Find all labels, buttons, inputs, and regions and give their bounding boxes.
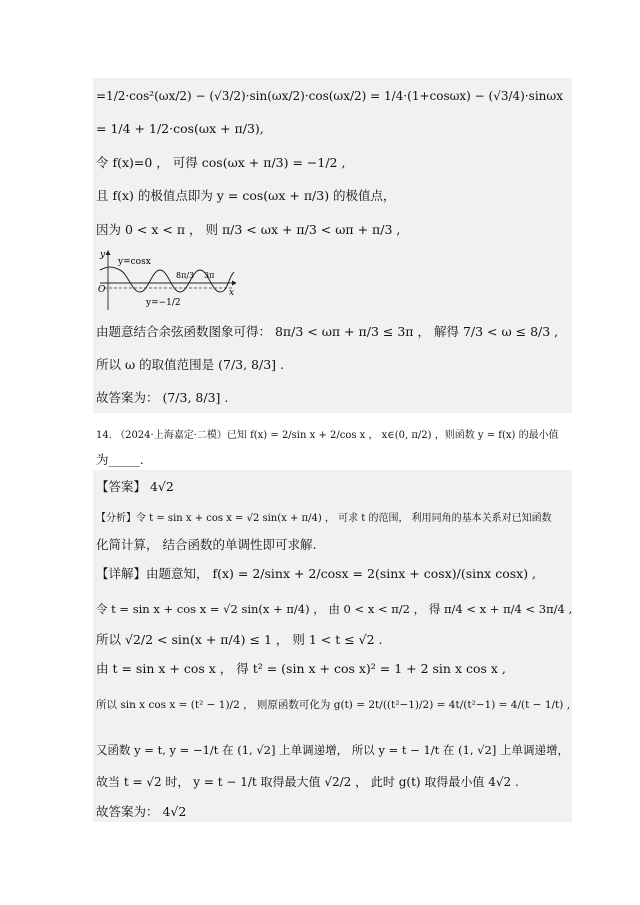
detail-line-4: 由 t = sin x + cos x ， 得 t² = (sin x + cos x)² = 1 + 2 sin x cos x , <box>96 661 506 676</box>
tick-label-3pi: 3π <box>204 271 215 280</box>
detail-line-7: 故当 t = √2 时， y = t − 1/t 取得最大值 √2/2 ， 此时 g(t) 取得最小值 4√2 . <box>96 775 519 789</box>
analysis-line-1: 【分析】令 t = sin x + cos x = √2 sin(x + π/4) ， 可求 t 的范围， 利用同角的基本关系对已知函数 <box>96 513 552 524</box>
detail-line-3: 所以 √2/2 < sin(x + π/4) ≤ 1 ， 则 1 < t ≤ √2 . <box>96 632 383 647</box>
x-axis-label: x <box>229 288 235 298</box>
solution-line-4: 且 f(x) 的极值点即为 y = cos(ωx + π/3) 的极值点， <box>96 188 396 203</box>
tick-label-8pi3: 8π/3 <box>176 271 195 280</box>
analysis-line-2: 化简计算， 结合函数的单调性即可求解. <box>96 537 317 552</box>
origin-label: O <box>98 285 106 295</box>
answer-line: 【答案】 4√2 <box>96 479 174 494</box>
final-answer-line: 故答案为： 4√2 <box>96 804 187 819</box>
detail-line-5: 所以 sin x cos x = (t² − 1)/2 ， 则原函数可化为 g(t) = 2t/((t²−1)/2) = 4t/(t²−1) = 4/(t − 1/t) , <box>96 699 571 711</box>
x-axis-arrow-icon <box>232 281 236 286</box>
y-axis-arrow-icon <box>106 250 111 255</box>
detail-line-1: 【详解】由题意知， f(x) = 2/sinx + 2/cosx = 2(sinx + cosx)/(sinx cosx) , <box>96 566 537 581</box>
question-14-line-1: 14. （2024·上海嘉定·二模）已知 f(x) = 2/sin x + 2/cos x ， x∈(0, π/2) ，则函数 y = f(x) 的最小值 <box>96 430 559 441</box>
detail-line-6: 又函数 y = t, y = −1/t 在 (1, √2] 上单调递增， 所以 y = t − 1/t 在 (1, √2] 上单调递增， <box>96 743 569 757</box>
solution-line-7: 所以 ω 的取值范围是 (7/3, 8/3] . <box>96 357 284 372</box>
detail-line-2: 令 t = sin x + cos x = √2 sin(x + π/4) ， 由 0 < x < π/2 ， 得 π/4 < x + π/4 < 3π/4 , <box>96 602 573 616</box>
line-label: y=−1/2 <box>146 298 181 308</box>
solution-line-1: =1/2·cos²(ωx/2) − (√3/2)·sin(ωx/2)·cos(ωx/2) = 1/4·(1+cosωx) − (√3/4)·sinωx <box>96 89 563 103</box>
solution-line-2: = 1/4 + 1/2·cos(ωx + π/3), <box>96 121 264 136</box>
solution-line-3: 令 f(x)=0 ， 可得 cos(ωx + π/3) = −1/2 , <box>96 155 346 170</box>
solution-line-5: 因为 0 < x < π ， 则 π/3 < ωx + π/3 < ωπ + π/3 , <box>96 222 401 237</box>
curve-label: y=cosx <box>118 257 151 267</box>
cosine-graph <box>96 248 236 312</box>
question-14-line-2: 为_____. <box>96 452 144 467</box>
y-axis-label: y <box>100 250 106 260</box>
solution-line-6: 由题意结合余弦函数图象可得： 8π/3 < ωπ + π/3 ≤ 3π ， 解得 7/3 < ω ≤ 8/3 , <box>96 324 559 339</box>
solution-line-8: 故答案为： (7/3, 8/3] . <box>96 390 229 405</box>
